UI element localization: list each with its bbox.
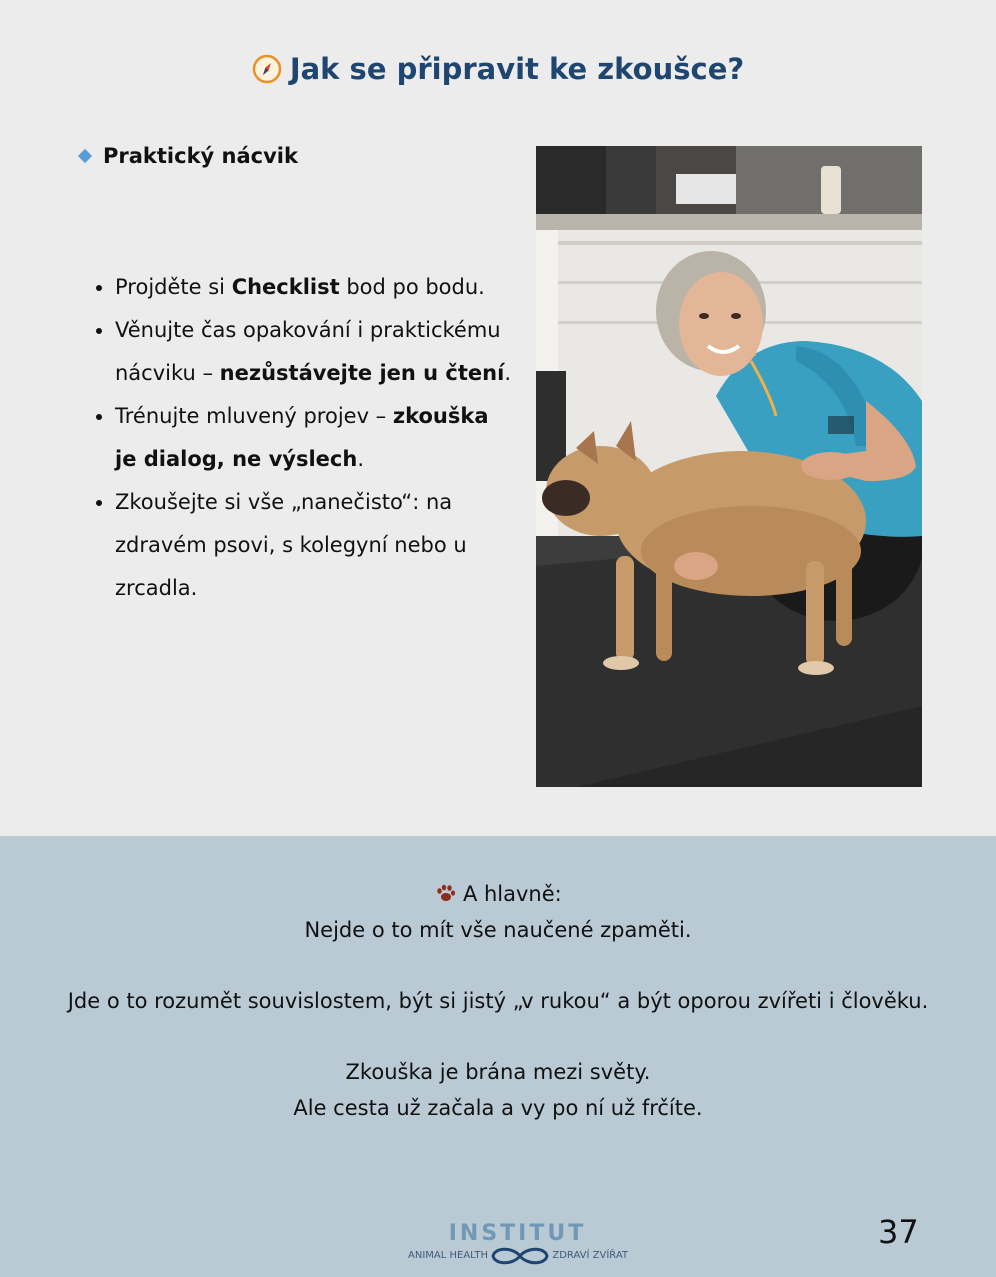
photo-illustration xyxy=(536,146,922,787)
paw-icon xyxy=(434,882,456,904)
tip-emphasis: Checklist xyxy=(231,275,340,299)
section-heading xyxy=(80,144,298,168)
closing-line3: Jde o to rozumět souvislostem, být si jistý „v rukou“ a být oporou zvířeti i člověku. xyxy=(67,989,929,1013)
photo-woman-with-dog xyxy=(536,146,922,787)
tip-emphasis: zkouška je dialog, ne výslech xyxy=(115,404,489,471)
closing-line1: A hlavně: xyxy=(462,882,562,906)
closing-line4: Zkouška je brána mezi světy. xyxy=(345,1060,651,1084)
tip-item xyxy=(115,395,515,481)
closing-line2: Nejde o to mít vše naučené zpaměti. xyxy=(304,918,692,942)
tips-list xyxy=(80,266,515,610)
page-number: 37 xyxy=(878,1213,919,1251)
tip-item xyxy=(115,309,515,395)
institute-logo xyxy=(405,1221,630,1271)
logo-subtitle-left: ANIMAL HEALTH xyxy=(408,1250,488,1261)
page-title-text: Jak se připravit ke zkoušce? xyxy=(289,52,745,86)
closing-heading xyxy=(0,876,996,912)
tip-text: . xyxy=(357,447,365,471)
compass-icon xyxy=(252,54,282,84)
closing-text xyxy=(0,876,996,1126)
tip-text: Zkoušejte si vše „nanečisto“: na zdravém psovi, s kolegyní nebo u zrcadla. xyxy=(115,490,467,600)
logo-subtitle-right: ZDRAVÍ ZVÍŘAT xyxy=(552,1250,628,1261)
tip-emphasis: nezůstávejte jen u čtení xyxy=(219,361,505,385)
tip-text: Věnujte čas opakování i praktickému nácviku – xyxy=(115,318,501,385)
tip-item xyxy=(115,266,515,309)
tip-item xyxy=(115,481,515,610)
diamond-icon xyxy=(78,149,92,163)
section-heading-text: Praktický nácvik xyxy=(103,144,298,168)
tip-text: . xyxy=(504,361,511,385)
infinity-logo-icon xyxy=(487,1245,553,1267)
logo-brand: INSTITUT xyxy=(448,1221,587,1246)
tip-text: bod po bodu. xyxy=(339,275,485,299)
tip-text: Trénujte mluvený projev – xyxy=(115,404,393,428)
closing-line5: Ale cesta už začala a vy po ní už frčíte. xyxy=(293,1096,703,1120)
page-title xyxy=(0,52,996,86)
tip-text: Projděte si xyxy=(115,275,232,299)
